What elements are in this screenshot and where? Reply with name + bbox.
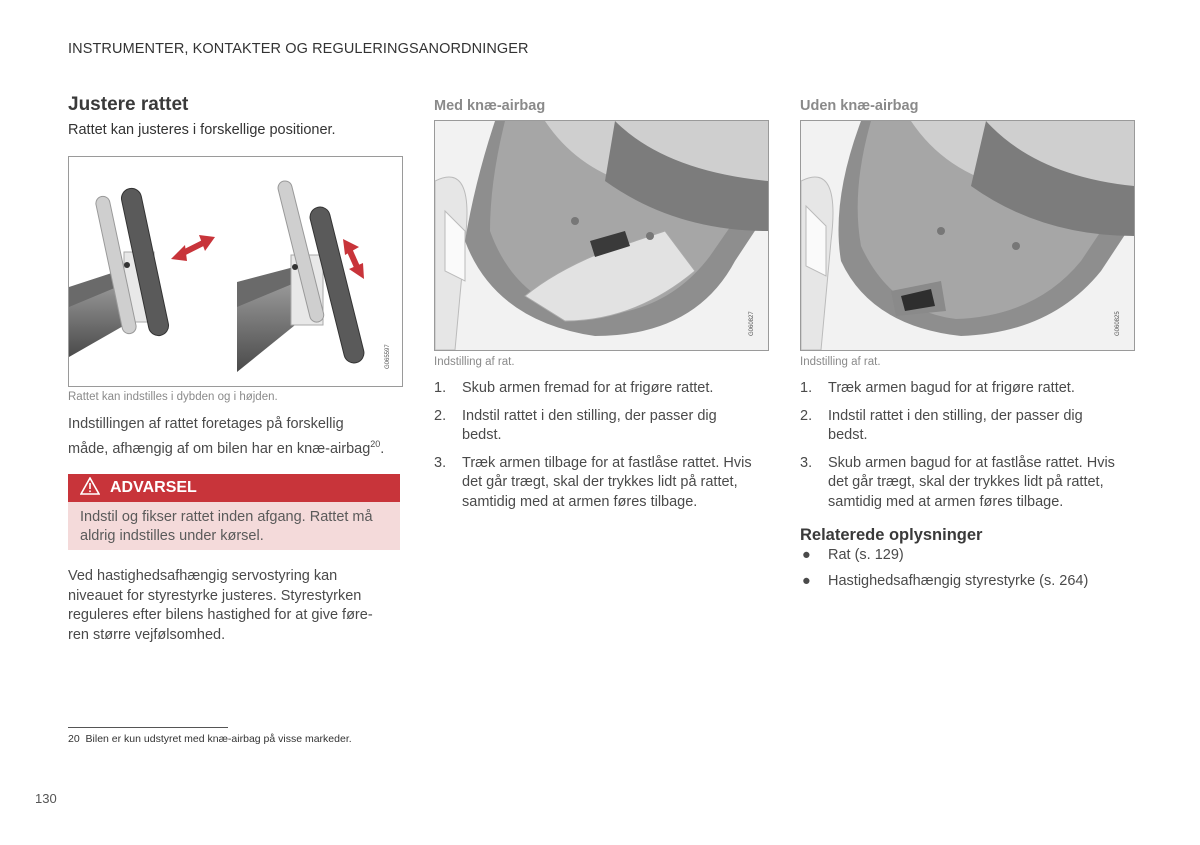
intro-text: Rattet kan justeres i forskellige positioner.	[68, 122, 336, 138]
related-info-heading: Relaterede oplysninger	[800, 526, 983, 544]
list-item: 2. Indstil rattet i den stilling, der passer dig bedst.	[800, 407, 1083, 443]
figure-code: G060827	[749, 311, 755, 336]
subheading-with-knee-airbag: Med knæ-airbag	[434, 98, 546, 114]
column-lever-illustration	[435, 121, 768, 350]
height-arrow-icon	[343, 239, 364, 279]
figure-caption: Indstilling af rat.	[434, 356, 515, 368]
figure-caption: Indstilling af rat.	[800, 356, 881, 368]
depth-arrow-icon	[171, 235, 215, 261]
steering-adjust-figure	[68, 156, 403, 387]
steering-wheel-illustration	[69, 157, 402, 386]
paragraph-servo: Ved hastighedsafhængig servostyring kan niveauet for styrestyrke justeres. Styrestyrken reguleres efter bilens hastighed for at give føre- ren større vejfølsomhed.	[68, 568, 373, 643]
related-link[interactable]: ● Rat (s. 129)	[802, 547, 904, 563]
related-links	[800, 546, 1145, 597]
subheading-without-knee-airbag: Uden knæ-airbag	[800, 98, 919, 114]
paragraph-knee-airbag: Indstillingen af rattet foretages på forskellig måde, afhængig af om bilen har en knæ-airbag$^{20}$.	[68, 416, 385, 457]
lever-figure-with-airbag	[434, 120, 769, 351]
warning-body: Indstil og fikser rattet inden afgang. Rattet må aldrig indstilles under kørsel.	[68, 502, 400, 550]
running-header: INSTRUMENTER, KONTAKTER OG REGULERINGSANORDNINGER	[68, 41, 529, 57]
list-item: 2. Indstil rattet i den stilling, der passer dig bedst.	[434, 407, 717, 443]
list-item: 3. Træk armen tilbage for at fastlåse rattet. Hvis det går trægt, skal der trykkes lidt på rattet, samtidig med at armen føres tilbage.	[434, 454, 752, 510]
footnote-ref: 20	[370, 438, 381, 449]
warning-header	[68, 474, 400, 502]
column-lever-illustration	[801, 121, 1134, 350]
page-number: 130	[35, 791, 57, 806]
related-link[interactable]: ● Hastighedsafhængig styrestyrke (s. 264)	[802, 572, 1089, 589]
warning-triangle-icon	[80, 477, 100, 500]
list-item: 1. Træk armen bagud for at frigøre rattet.	[800, 380, 1075, 396]
steps-without-airbag	[800, 379, 1145, 520]
footnote-divider	[68, 727, 228, 728]
section-heading: Justere rattet	[68, 94, 189, 115]
warning-title: ADVARSEL	[110, 479, 197, 496]
figure-caption: Rattet kan indstilles i dybden og i højden.	[68, 391, 278, 403]
figure-code: G065597	[385, 344, 391, 369]
footnote: 20 Bilen er kun udstyret med knæ-airbag på visse markeder.	[68, 733, 352, 745]
list-item: 1. Skub armen fremad for at frigøre rattet.	[434, 380, 714, 396]
steps-with-airbag	[434, 379, 774, 520]
list-item: 3. Skub armen bagud for at fastlåse rattet. Hvis det går trægt, skal der trykkes lidt på rattet, samtidig med at armen føres tilbage.	[800, 454, 1115, 510]
lever-figure-without-airbag	[800, 120, 1135, 351]
figure-code: G060825	[1115, 311, 1121, 336]
